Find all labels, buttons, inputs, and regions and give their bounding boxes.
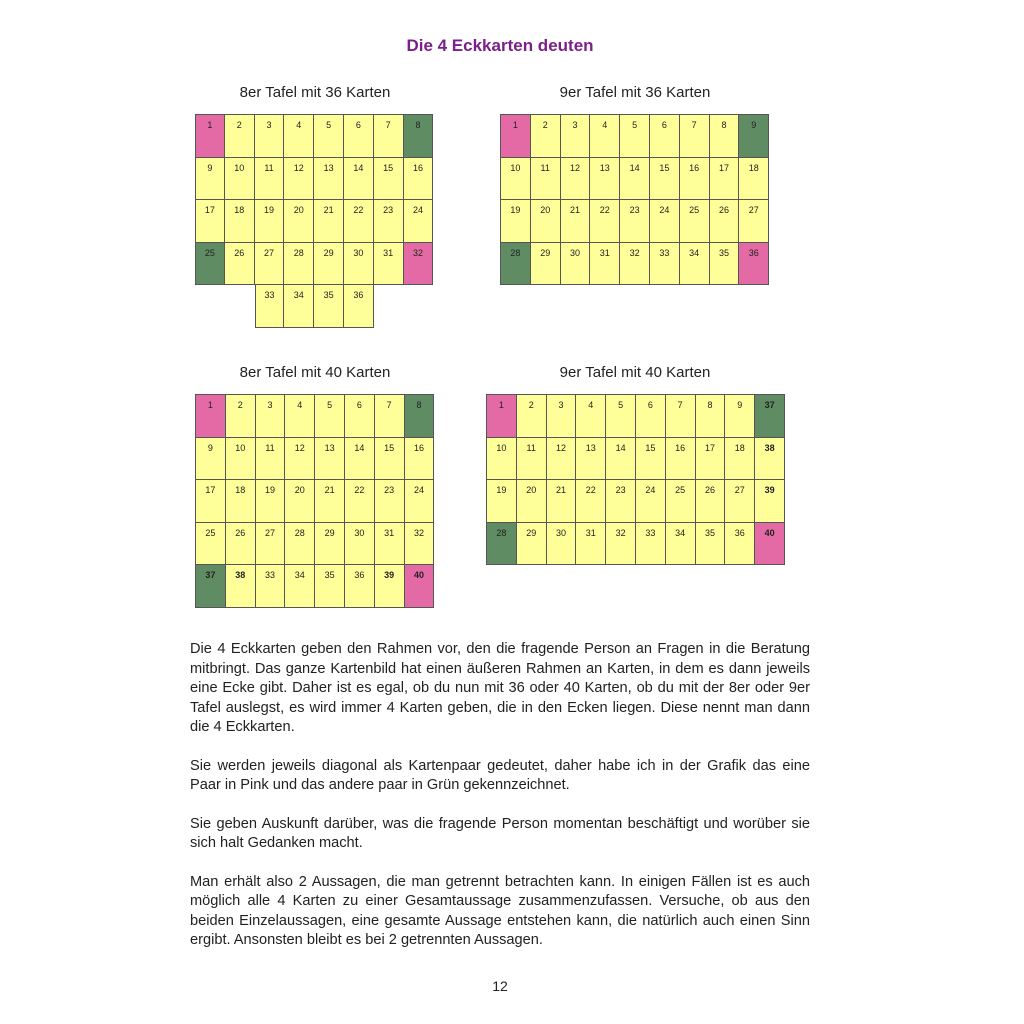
card-cell: 14 (345, 438, 375, 481)
card-cell: 32 (606, 523, 636, 566)
card-cell: 9 (725, 395, 755, 438)
card-cell: 15 (636, 438, 666, 481)
grid-title-9er-40: 9er Tafel mit 40 Karten (559, 364, 711, 381)
card-cell: 16 (404, 158, 434, 201)
card-cell: 8 (404, 115, 434, 158)
card-cell: 32 (404, 243, 434, 286)
card-cell: 16 (405, 438, 435, 481)
grid-title-8er-36: 8er Tafel mit 36 Karten (239, 84, 391, 101)
card-cell: 8 (696, 395, 726, 438)
card-cell: 35 (315, 565, 345, 608)
card-cell: 28 (487, 523, 517, 566)
card-cell: 11 (531, 158, 561, 201)
card-grid-9er-36 (500, 114, 769, 285)
card-cell: 26 (226, 523, 256, 566)
card-cell: 6 (345, 395, 375, 438)
card-cell: 25 (196, 523, 226, 566)
card-cell: 31 (576, 523, 606, 566)
empty-cell (225, 285, 255, 328)
card-cell: 2 (531, 115, 561, 158)
card-cell: 19 (501, 200, 531, 243)
card-cell: 7 (374, 115, 404, 158)
card-cell: 31 (375, 523, 405, 566)
card-cell: 27 (739, 200, 769, 243)
card-cell: 19 (255, 200, 285, 243)
card-cell: 12 (561, 158, 591, 201)
card-grid-8er-36 (195, 114, 433, 328)
card-cell: 35 (710, 243, 740, 286)
card-cell: 20 (285, 480, 315, 523)
grid-title-8er-40: 8er Tafel mit 40 Karten (239, 364, 391, 381)
card-cell: 4 (590, 115, 620, 158)
card-cell: 21 (314, 200, 344, 243)
card-cell: 40 (755, 523, 785, 566)
card-cell: 30 (345, 523, 375, 566)
card-cell: 15 (374, 158, 404, 201)
card-cell: 27 (255, 243, 285, 286)
card-cell: 9 (195, 158, 225, 201)
card-cell: 36 (344, 285, 374, 328)
page-number: 12 (492, 978, 508, 994)
card-cell: 27 (725, 480, 755, 523)
card-cell: 25 (195, 243, 225, 286)
card-cell: 31 (590, 243, 620, 286)
card-cell: 36 (725, 523, 755, 566)
page-title: Die 4 Eckkarten deuten (406, 36, 594, 55)
card-cell: 32 (620, 243, 650, 286)
card-cell: 8 (405, 395, 435, 438)
card-cell: 28 (501, 243, 531, 286)
empty-cell (195, 285, 225, 328)
card-cell: 24 (650, 200, 680, 243)
card-cell: 11 (256, 438, 286, 481)
card-cell: 5 (314, 115, 344, 158)
card-cell: 24 (405, 480, 435, 523)
card-cell: 36 (345, 565, 375, 608)
card-cell: 38 (755, 438, 785, 481)
card-cell: 29 (517, 523, 547, 566)
card-cell: 17 (196, 480, 226, 523)
card-cell: 37 (755, 395, 785, 438)
card-cell: 20 (284, 200, 314, 243)
card-cell: 5 (620, 115, 650, 158)
card-cell: 38 (226, 565, 256, 608)
card-cell: 18 (725, 438, 755, 481)
card-cell: 28 (285, 523, 315, 566)
card-cell: 17 (710, 158, 740, 201)
card-cell: 25 (666, 480, 696, 523)
card-cell: 29 (531, 243, 561, 286)
card-cell: 33 (636, 523, 666, 566)
card-cell: 29 (314, 243, 344, 286)
body-text (190, 640, 810, 970)
card-cell: 20 (517, 480, 547, 523)
card-cell: 3 (256, 395, 286, 438)
card-cell: 35 (696, 523, 726, 566)
card-cell: 7 (375, 395, 405, 438)
card-cell: 6 (636, 395, 666, 438)
card-cell: 9 (739, 115, 769, 158)
card-cell: 25 (680, 200, 710, 243)
card-cell: 19 (256, 480, 286, 523)
card-cell: 34 (680, 243, 710, 286)
card-cell: 2 (225, 115, 255, 158)
card-cell: 33 (255, 285, 285, 328)
card-cell: 26 (710, 200, 740, 243)
card-cell: 1 (196, 395, 226, 438)
card-cell: 13 (314, 158, 344, 201)
card-cell: 13 (590, 158, 620, 201)
card-cell: 22 (576, 480, 606, 523)
card-cell: 1 (487, 395, 517, 438)
card-cell: 10 (225, 158, 255, 201)
card-cell: 12 (284, 158, 314, 201)
paragraph: Die 4 Eckkarten geben den Rahmen vor, den die fragende Person an Fragen in die Beratung mitbringt. Das ganze Kartenbild hat einen äußeren Rahmen an Karten, in dem es dann jeweils eine Ecke gibt. Daher ist es egal, ob du nun mit 36 oder 40 Karten, ob du mit der 8er oder 9er Tafel auslegst, es wird immer 4 Karten geben, die in den Ecken liegen. Diese nennt man dann die 4 Eckkarten. (190, 641, 810, 735)
card-cell: 29 (315, 523, 345, 566)
card-cell: 23 (620, 200, 650, 243)
card-cell: 3 (547, 395, 577, 438)
paragraph: Sie geben Auskunft darüber, was die fragende Person momentan beschäftigt und worüber sie sich halt Gedanken macht. (190, 815, 810, 851)
card-cell: 34 (284, 285, 314, 328)
card-cell: 18 (226, 480, 256, 523)
card-cell: 14 (620, 158, 650, 201)
card-cell: 3 (255, 115, 285, 158)
card-cell: 5 (315, 395, 345, 438)
card-cell: 14 (344, 158, 374, 201)
card-cell: 15 (375, 438, 405, 481)
card-cell: 22 (590, 200, 620, 243)
card-grid-9er-40 (486, 394, 785, 565)
card-cell: 2 (226, 395, 256, 438)
card-cell: 5 (606, 395, 636, 438)
card-cell: 24 (636, 480, 666, 523)
card-cell: 35 (314, 285, 344, 328)
card-cell: 26 (696, 480, 726, 523)
card-cell: 17 (195, 200, 225, 243)
card-cell: 22 (345, 480, 375, 523)
card-cell: 4 (285, 395, 315, 438)
card-cell: 10 (501, 158, 531, 201)
card-cell: 39 (755, 480, 785, 523)
card-cell: 17 (696, 438, 726, 481)
card-cell: 24 (404, 200, 434, 243)
card-cell: 1 (195, 115, 225, 158)
card-cell: 26 (225, 243, 255, 286)
card-cell: 11 (255, 158, 285, 201)
card-cell: 21 (561, 200, 591, 243)
card-cell: 18 (739, 158, 769, 201)
card-cell: 21 (315, 480, 345, 523)
card-cell: 16 (680, 158, 710, 201)
paragraph: Sie werden jeweils diagonal als Kartenpaar gedeutet, daher habe ich in der Grafik das eine Paar in Pink und das andere paar in Grün gekennzeichnet. (190, 757, 810, 793)
card-cell: 7 (666, 395, 696, 438)
card-cell: 10 (226, 438, 256, 481)
card-cell: 9 (196, 438, 226, 481)
card-cell: 10 (487, 438, 517, 481)
card-cell: 14 (606, 438, 636, 481)
card-cell: 37 (196, 565, 226, 608)
paragraph: Man erhält also 2 Aussagen, die man getrennt betrachten kann. In einigen Fällen ist es auch möglich alle 4 Karten zu einer Gesamtaussage zusammenzufassen. Versuche, ob aus den beiden Einzelaussagen, eine gesamte Aussage entstehen kann, die natürlich auch einen Sinn ergibt. Ansonsten bleibt es bei 2 getrennten Aussagen. (190, 873, 810, 948)
card-cell: 33 (256, 565, 286, 608)
card-cell: 6 (344, 115, 374, 158)
card-cell: 40 (405, 565, 435, 608)
card-cell: 15 (650, 158, 680, 201)
card-cell: 13 (315, 438, 345, 481)
card-cell: 8 (710, 115, 740, 158)
card-cell: 16 (666, 438, 696, 481)
card-grid-8er-40 (195, 394, 434, 608)
card-cell: 4 (284, 115, 314, 158)
card-cell: 23 (375, 480, 405, 523)
card-cell: 32 (405, 523, 435, 566)
card-cell: 39 (375, 565, 405, 608)
card-cell: 19 (487, 480, 517, 523)
card-cell: 13 (576, 438, 606, 481)
card-cell: 30 (344, 243, 374, 286)
empty-cell (374, 285, 404, 328)
card-cell: 4 (576, 395, 606, 438)
card-cell: 1 (501, 115, 531, 158)
card-cell: 31 (374, 243, 404, 286)
card-cell: 23 (374, 200, 404, 243)
card-cell: 2 (517, 395, 547, 438)
card-cell: 12 (285, 438, 315, 481)
card-cell: 34 (285, 565, 315, 608)
card-cell: 27 (256, 523, 286, 566)
card-cell: 34 (666, 523, 696, 566)
grid-title-9er-36: 9er Tafel mit 36 Karten (559, 84, 711, 101)
card-cell: 22 (344, 200, 374, 243)
card-cell: 33 (650, 243, 680, 286)
card-cell: 30 (547, 523, 577, 566)
card-cell: 20 (531, 200, 561, 243)
card-cell: 7 (680, 115, 710, 158)
empty-cell (404, 285, 434, 328)
card-cell: 12 (547, 438, 577, 481)
card-cell: 36 (739, 243, 769, 286)
card-cell: 11 (517, 438, 547, 481)
card-cell: 21 (547, 480, 577, 523)
card-cell: 6 (650, 115, 680, 158)
card-cell: 28 (284, 243, 314, 286)
card-cell: 18 (225, 200, 255, 243)
card-cell: 23 (606, 480, 636, 523)
card-cell: 30 (561, 243, 591, 286)
card-cell: 3 (561, 115, 591, 158)
